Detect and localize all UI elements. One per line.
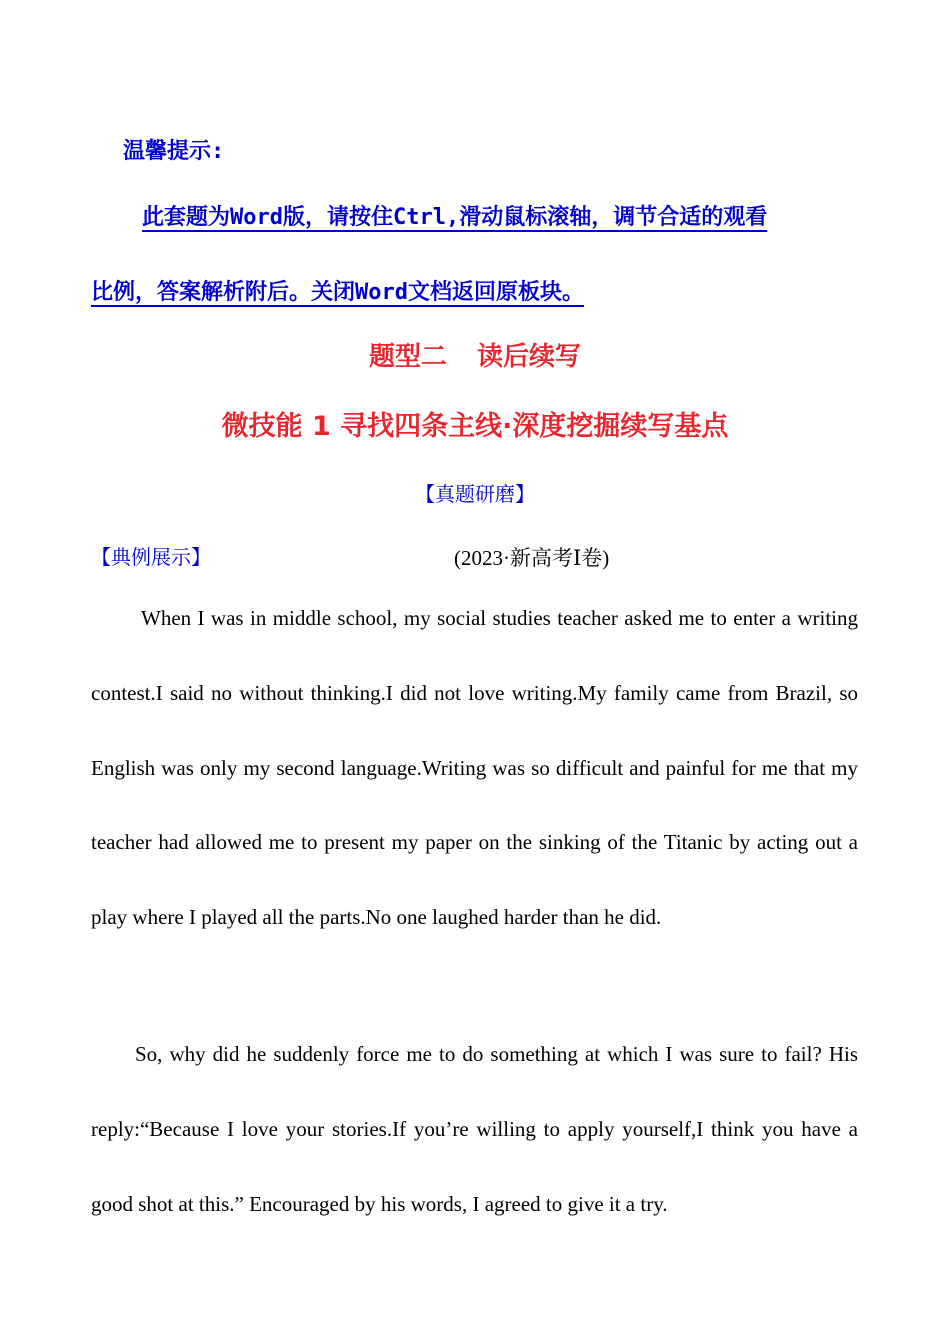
- question-type-title: [0, 336, 950, 373]
- passage-paragraph-2: [91, 1017, 858, 1241]
- paragraph-2-text: So, why did he suddenly force me to do something at which I was sure to fail? His reply:“Because I love your stories.If you’re willing to apply yourself,I think you have a good shot at this.” Encouraged by his words, I agreed to give it a try.: [91, 1042, 858, 1216]
- question-type-number: 题型二: [368, 342, 447, 372]
- tip-instruction-line-2[interactable]: 比例，答案解析附后。关闭Word文档返回原板块。: [91, 280, 584, 305]
- tip-instruction-line-1[interactable]: 此套题为Word版，请按住Ctrl,滑动鼠标滚轴，调节合适的观看: [142, 205, 768, 230]
- section-label-example: 【典例展示】: [91, 545, 211, 569]
- paragraph-1-text: When I was in middle school, my social studies teacher asked me to enter a writing contest.I said no without thinking.I did not love writing.My family came from Brazil, so English was only my second language.Writing was so difficult and painful for me that my teacher had allowed me to present my paper on the sinking of the Titanic by acting out a play where I played all the parts.No one laughed harder than he did.: [91, 606, 858, 930]
- section-label-real-exam: 【真题研磨】: [415, 482, 535, 506]
- micro-skill-title: 微技能 1 寻找四条主线·深度挖掘续写基点: [221, 411, 729, 442]
- tip-heading: 温馨提示:: [123, 139, 225, 164]
- exam-source: (2023·新高考Ⅰ卷): [454, 546, 610, 570]
- question-type-name: 读后续写: [477, 342, 582, 372]
- passage-paragraph-1: [91, 581, 858, 955]
